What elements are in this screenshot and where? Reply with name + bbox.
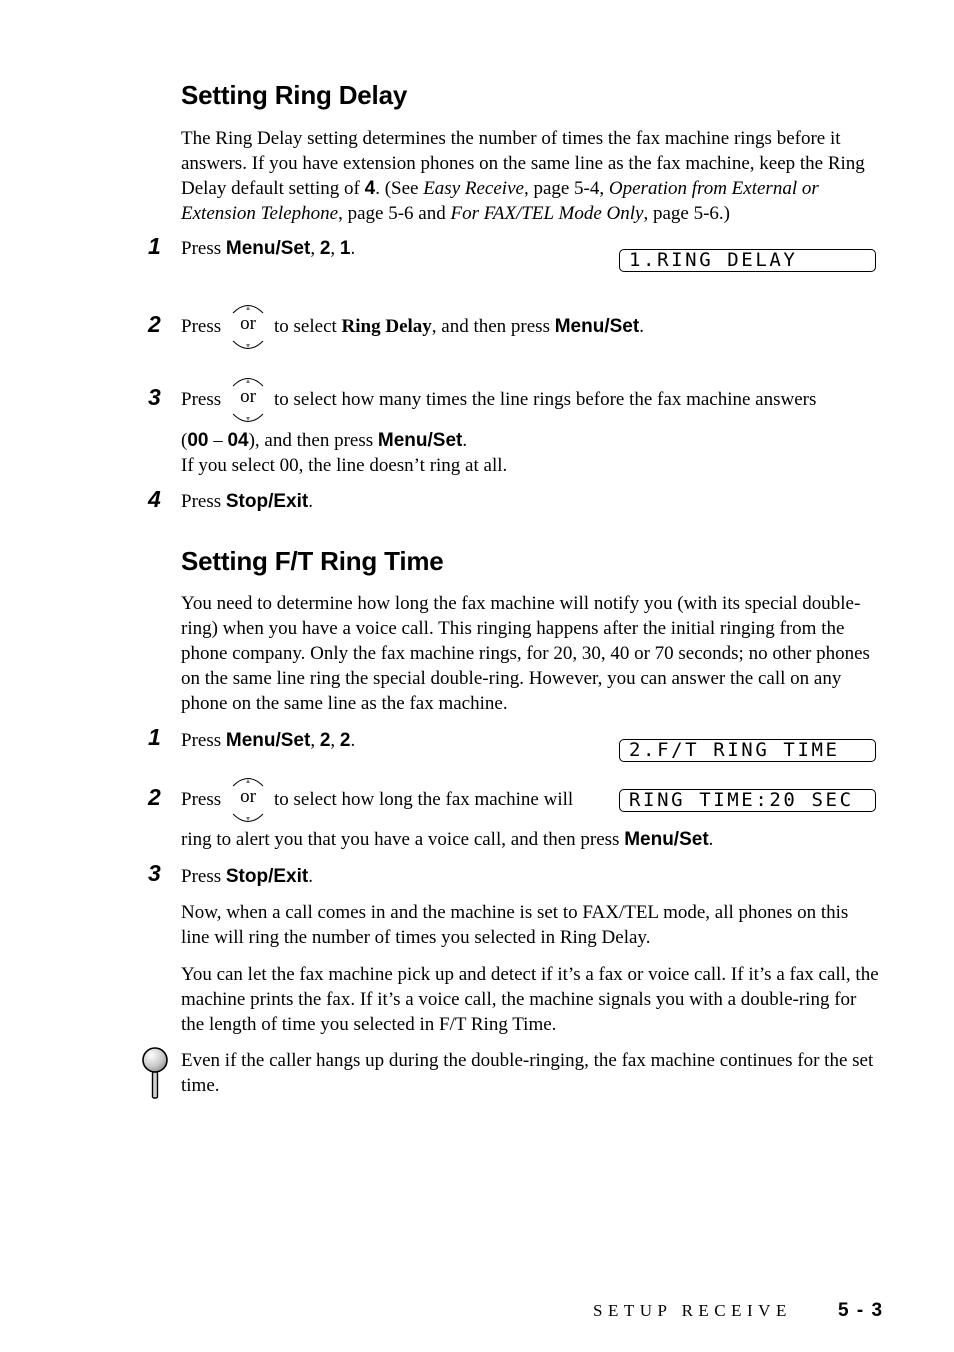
navigation-arrow-keys-icon	[231, 775, 265, 825]
step-number: 1	[148, 724, 161, 750]
footer-section-title: SETUP RECEIVE	[593, 1301, 792, 1320]
step-text	[181, 827, 713, 852]
key-menu-set: Menu/Set	[225, 730, 311, 751]
step-number: 4	[148, 486, 161, 512]
note-pin-icon	[140, 1046, 170, 1100]
step-number: 3	[148, 384, 161, 410]
period: .	[308, 491, 313, 512]
key-stop-exit: Stop/Exit	[225, 491, 309, 512]
reference-external-telephone: Operation from External or Extension Telephone	[181, 178, 819, 224]
key-00: 00	[187, 430, 209, 451]
navigation-arrow-keys-icon	[231, 375, 265, 425]
step-word: Press	[181, 316, 222, 337]
section-heading-ring-delay: Setting Ring Delay	[181, 80, 408, 110]
step-word: ), and then press	[248, 430, 378, 451]
step-text	[181, 489, 313, 514]
intro-text: , page 5-6 and	[338, 203, 451, 224]
period: .	[708, 829, 714, 850]
lcd-display: 2.F/T RING TIME	[619, 739, 876, 762]
period: .	[462, 430, 468, 451]
step-note: If you select 00, the line doesn’t ring at all.	[181, 455, 508, 476]
step-number: 3	[148, 860, 161, 886]
step-number: 1	[148, 233, 161, 259]
key-menu-set: Menu/Set	[624, 829, 709, 850]
paren: (	[181, 430, 188, 451]
note-text: Even if the caller hangs up during the double-ringing, the fax machine continues for the set time.	[181, 1050, 874, 1096]
ft-ring-time-intro: You need to determine how long the fax machine will notify you (with its special double-ring) when you have a voice call. This ringing happens after the initial ringing from the phone company. Only the fax machine rings, for 20, 30, 40 or 70 seconds; no other phones on the same line ring the special double-ring. However, you can answer the call on any phone on the same line as the fax machine.	[181, 593, 870, 714]
step-word: Press	[181, 491, 226, 512]
separator: ,	[330, 238, 340, 259]
lcd-display: 1.RING DELAY	[619, 249, 876, 272]
step-word: , and then press	[431, 316, 555, 337]
key-2: 2	[319, 730, 331, 751]
step-text-range	[181, 428, 467, 453]
step-text	[274, 314, 644, 339]
reference-fax-tel-mode: For FAX/TEL Mode Only	[450, 203, 644, 224]
step-word: ring to alert you that you have a voice call, and then press	[181, 829, 625, 850]
or-label: or	[240, 313, 256, 334]
step-word: Press	[181, 238, 226, 259]
step-text: to select how long the fax machine will	[274, 789, 574, 810]
fax-tel-mode-paragraph: Now, when a call comes in and the machine is set to FAX/TEL mode, all phones on this line will ring the number of times you selected in Ring Delay.	[181, 902, 849, 948]
navigation-arrow-keys-icon	[231, 302, 265, 352]
or-label: or	[240, 786, 256, 807]
period: .	[639, 316, 644, 337]
or-label: or	[240, 386, 256, 407]
intro-text: , page 5-4,	[523, 178, 609, 199]
key-1: 1	[339, 238, 351, 259]
reference-easy-receive: Easy Receive	[423, 178, 524, 199]
ring-delay-intro	[181, 126, 881, 226]
period: .	[308, 866, 313, 887]
key-04: 04	[227, 430, 249, 451]
key-menu-set: Menu/Set	[225, 238, 311, 259]
step-number: 2	[148, 784, 161, 810]
step-word: Press	[181, 789, 222, 810]
step-word: Press	[181, 730, 226, 751]
key-stop-exit: Stop/Exit	[225, 866, 309, 887]
step-text: to select how many times the line rings before the fax machine answers	[274, 389, 817, 410]
lcd-display: RING TIME:20 SEC	[619, 789, 876, 812]
step-word: Press	[181, 389, 222, 410]
default-setting-value: 4	[364, 178, 376, 199]
footer-page-number: 5 - 3	[838, 1300, 884, 1321]
step-number: 2	[148, 311, 161, 337]
section-heading-ft-ring-time: Setting F/T Ring Time	[181, 546, 444, 576]
step-word: to select	[274, 316, 342, 337]
intro-text: , page 5-6.)	[643, 203, 730, 224]
separator: ,	[330, 730, 340, 751]
detect-fax-voice-paragraph: You can let the fax machine pick up and detect if it’s a fax or voice call. If it’s a fax call, the machine prints the fax. If it’s a voice call, the machine signals you with a double-ring for the length of time you selected in F/T Ring Time.	[181, 964, 879, 1035]
intro-text: . (See	[375, 178, 424, 199]
step-text	[181, 728, 355, 753]
intro-text: The Ring Delay setting determines the number of times the fax machine rings before it answers. If you have extension phones on the same line as the fax machine, keep the Ring Delay default setting of	[181, 128, 865, 199]
period: .	[350, 730, 356, 751]
step-word: Press	[181, 866, 226, 887]
key-2: 2	[339, 730, 351, 751]
step-text	[181, 236, 355, 261]
step-text	[181, 864, 313, 889]
key-menu-set: Menu/Set	[554, 316, 640, 337]
dash: –	[208, 430, 228, 451]
separator: ,	[310, 730, 320, 751]
period: .	[350, 238, 356, 259]
key-2: 2	[319, 238, 331, 259]
separator: ,	[310, 238, 320, 259]
setting-name: Ring Delay	[341, 316, 432, 337]
key-menu-set: Menu/Set	[377, 430, 463, 451]
